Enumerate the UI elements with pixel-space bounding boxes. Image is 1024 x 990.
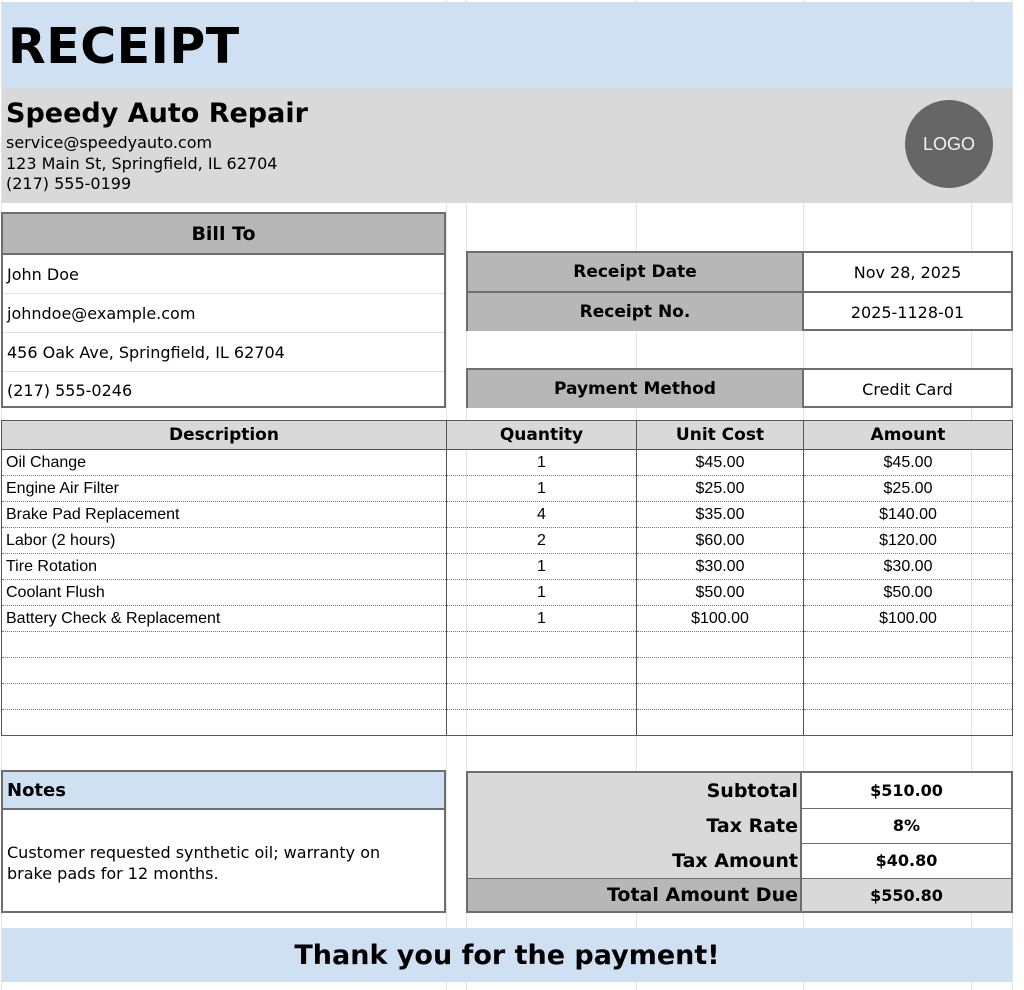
item-quantity[interactable] [447, 684, 637, 710]
item-description[interactable]: Oil Change [2, 450, 447, 476]
item-unit-cost[interactable]: $35.00 [637, 502, 804, 528]
header-unit-cost: Unit Cost [637, 421, 804, 450]
notes-box [1, 770, 446, 913]
item-amount[interactable]: $25.00 [804, 476, 1013, 502]
item-quantity[interactable]: 1 [447, 580, 637, 606]
company-address: 123 Main St, Springfield, IL 62704 [6, 154, 278, 173]
payment-method-box [466, 368, 1013, 408]
item-unit-cost[interactable]: $30.00 [637, 554, 804, 580]
item-description[interactable] [2, 658, 447, 684]
item-amount[interactable]: $50.00 [804, 580, 1013, 606]
bill-to-phone[interactable]: (217) 555-0246 [7, 380, 133, 400]
header-description: Description [2, 421, 447, 450]
company-phone: (217) 555-0199 [6, 174, 132, 193]
item-unit-cost[interactable]: $60.00 [637, 528, 804, 554]
item-quantity[interactable] [447, 632, 637, 658]
item-description[interactable]: Coolant Flush [2, 580, 447, 606]
item-amount[interactable]: $120.00 [804, 528, 1013, 554]
tax-amount-value: $40.80 [875, 851, 938, 870]
item-amount[interactable] [804, 632, 1013, 658]
total-due-label: Total Amount Due [468, 879, 802, 911]
item-description[interactable]: Labor (2 hours) [2, 528, 447, 554]
tax-rate-row [468, 808, 1011, 844]
item-quantity[interactable]: 1 [447, 606, 637, 632]
item-quantity[interactable] [447, 658, 637, 684]
table-row [2, 450, 1013, 476]
total-due-value: $550.80 [802, 879, 1011, 911]
payment-method-row [468, 370, 1011, 408]
tax-rate-label: Tax Rate [468, 808, 802, 843]
table-row [2, 658, 1013, 684]
item-unit-cost[interactable]: $100.00 [637, 606, 804, 632]
table-row [2, 632, 1013, 658]
notes-text[interactable]: Customer requested synthetic oil; warranty on brake pads for 12 months. [7, 843, 381, 883]
item-amount[interactable]: $45.00 [804, 450, 1013, 476]
item-unit-cost[interactable]: $45.00 [637, 450, 804, 476]
item-quantity[interactable]: 1 [447, 476, 637, 502]
notes-header: Notes [3, 772, 444, 810]
table-row [2, 554, 1013, 580]
receipt-info-box [466, 251, 1013, 331]
company-info [2, 88, 1012, 203]
receipt-date-row [468, 253, 1011, 293]
item-unit-cost[interactable] [637, 632, 804, 658]
item-quantity[interactable]: 4 [447, 502, 637, 528]
tax-rate-value[interactable]: 8% [892, 816, 921, 835]
company-email: service@speedyauto.com [6, 133, 213, 152]
title-band [2, 2, 1012, 88]
table-row [2, 606, 1013, 632]
header-quantity: Quantity [447, 421, 637, 450]
item-description[interactable]: Engine Air Filter [2, 476, 447, 502]
item-amount[interactable] [804, 684, 1013, 710]
item-quantity[interactable] [447, 710, 637, 736]
item-description[interactable]: Tire Rotation [2, 554, 447, 580]
table-row [2, 580, 1013, 606]
bill-to-box [1, 212, 446, 408]
item-quantity[interactable]: 2 [447, 528, 637, 554]
item-unit-cost[interactable] [637, 684, 804, 710]
totals-box [466, 771, 1013, 913]
table-row [2, 502, 1013, 528]
line-items-body [2, 450, 1013, 736]
item-unit-cost[interactable]: $25.00 [637, 476, 804, 502]
tax-amount-label: Tax Amount [468, 843, 802, 878]
subtotal-value: $510.00 [870, 781, 943, 800]
bill-to-address[interactable]: 456 Oak Ave, Springfield, IL 62704 [3, 333, 444, 372]
item-quantity[interactable]: 1 [447, 554, 637, 580]
payment-method-label: Payment Method [468, 370, 804, 408]
bill-to-email[interactable]: johndoe@example.com [3, 294, 444, 333]
item-amount[interactable] [804, 710, 1013, 736]
thank-you-message: Thank you for the payment! [2, 928, 1012, 982]
subtotal-label: Subtotal [468, 773, 802, 808]
logo-placeholder: LOGO [905, 100, 993, 188]
table-row [2, 684, 1013, 710]
item-unit-cost[interactable] [637, 710, 804, 736]
item-quantity[interactable]: 1 [447, 450, 637, 476]
bill-to-header: Bill To [3, 214, 444, 255]
page-title: RECEIPT [8, 18, 240, 75]
tax-amount-row [468, 843, 1011, 880]
receipt-date-label: Receipt Date [468, 253, 804, 291]
item-description[interactable]: Battery Check & Replacement [2, 606, 447, 632]
total-due-row [468, 879, 1011, 911]
line-items-table [1, 420, 1013, 736]
table-row [2, 476, 1013, 502]
item-description[interactable]: Brake Pad Replacement [2, 502, 447, 528]
receipt-number-label: Receipt No. [468, 293, 804, 331]
subtotal-row [468, 773, 1011, 809]
item-description[interactable] [2, 632, 447, 658]
item-amount[interactable] [804, 658, 1013, 684]
payment-method-value[interactable]: Credit Card [862, 379, 953, 399]
item-unit-cost[interactable]: $50.00 [637, 580, 804, 606]
header-amount: Amount [804, 421, 1013, 450]
bill-to-name[interactable]: John Doe [3, 255, 444, 294]
item-unit-cost[interactable] [637, 658, 804, 684]
item-description[interactable] [2, 710, 447, 736]
table-row [2, 528, 1013, 554]
company-name: Speedy Auto Repair [6, 98, 308, 129]
receipt-number-row [468, 293, 1011, 331]
item-amount[interactable]: $140.00 [804, 502, 1013, 528]
receipt-number-value[interactable]: 2025-1128-01 [850, 302, 965, 322]
receipt-date-value[interactable]: Nov 28, 2025 [853, 262, 962, 282]
item-amount[interactable]: $30.00 [804, 554, 1013, 580]
table-header-row [2, 421, 1013, 450]
item-description[interactable] [2, 684, 447, 710]
item-amount[interactable]: $100.00 [804, 606, 1013, 632]
table-row [2, 710, 1013, 736]
